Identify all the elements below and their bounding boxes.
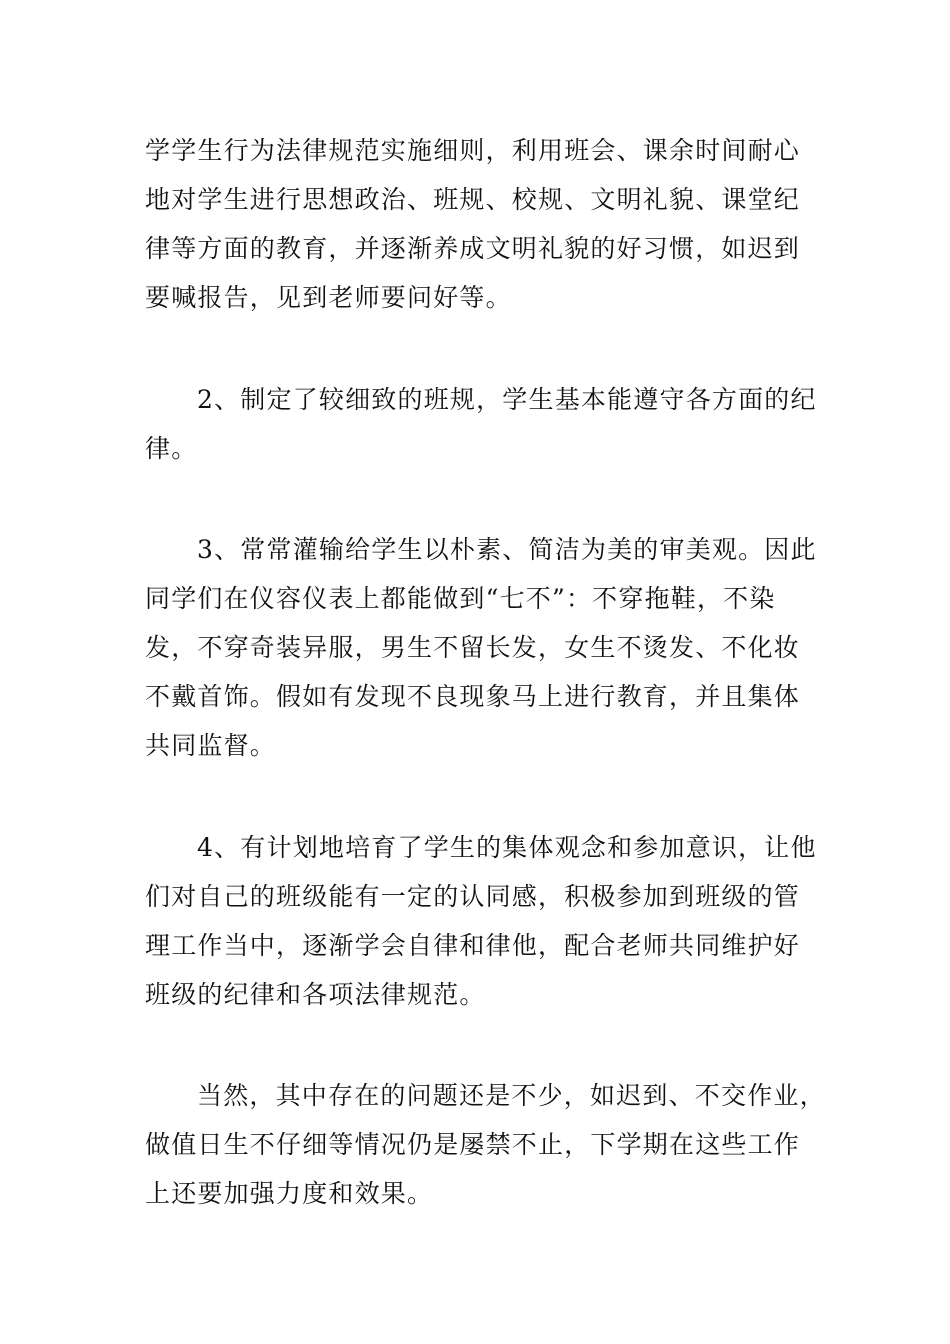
- text-line: 4、有计划地培育了学生的集体观念和参加意识，让他: [197, 833, 817, 862]
- text-line: 地对学生进行思想政治、班规、校规、文明礼貌、课堂纪: [145, 185, 801, 214]
- text-line: 班级的纪律和各项法律规范。: [145, 980, 486, 1009]
- paragraph-problems-summary: [145, 1071, 826, 1218]
- text-line: 律。: [145, 434, 198, 463]
- text-line: 发，不穿奇装异服，男生不留长发，女生不烫发、不化妆: [145, 633, 801, 662]
- text-line: 学学生行为法律规范实施细则，利用班会、课余时间耐心: [145, 136, 801, 165]
- paragraph-item-3-aesthetics: [145, 525, 815, 770]
- text-line: 当然，其中存在的问题还是不少，如迟到、不交作业，: [197, 1081, 826, 1110]
- text-line: 共同监督。: [145, 731, 277, 760]
- text-line: 3、常常灌输给学生以朴素、简洁为美的审美观。因此: [197, 535, 817, 564]
- text-line: 理工作当中，逐渐学会自律和律他，配合老师共同维护好: [145, 931, 801, 960]
- text-line: 不戴首饰。假如有发现不良现象马上进行教育，并且集体: [145, 682, 801, 711]
- paragraph-continued-rules-education: [145, 126, 815, 322]
- paragraph-item-2-class-rules: [145, 375, 815, 473]
- text-line: 律等方面的教育，并逐渐养成文明礼貌的好习惯，如迟到: [145, 234, 801, 263]
- text-line: 做值日生不仔细等情况仍是屡禁不止，下学期在这些工作: [145, 1130, 801, 1159]
- paragraph-item-4-collective: [145, 823, 815, 1019]
- text-line: 上还要加强力度和效果。: [145, 1179, 434, 1208]
- text-line: 要喊报告，见到老师要问好等。: [145, 283, 512, 312]
- text-line: 们对自己的班级能有一定的认同感，积极参加到班级的管: [145, 882, 801, 911]
- text-line: 同学们在仪容仪表上都能做到“七不”：不穿拖鞋，不染: [145, 584, 776, 613]
- text-line: 2、制定了较细致的班规，学生基本能遵守各方面的纪: [197, 385, 817, 414]
